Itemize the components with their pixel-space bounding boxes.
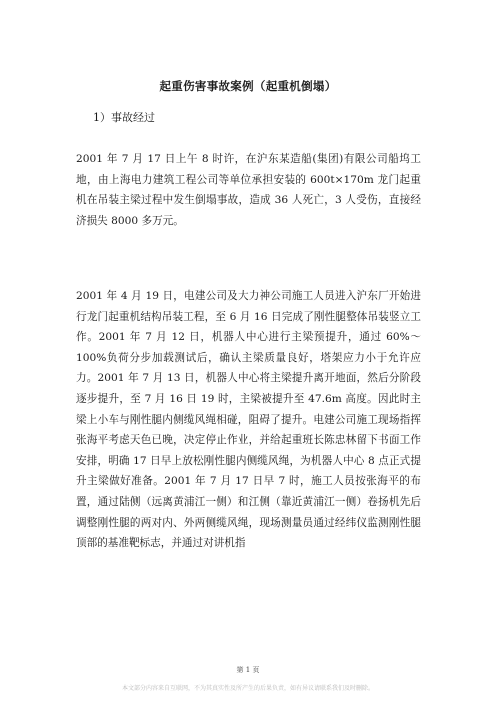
paragraph-accident-process: 2001 年 4 月 19 日，电建公司及大力神公司施工人员进入沪东厂开始进行龙门起重机结构吊装工程，至 6 月 16 日完成了刚性腿整体吊装竖立工作。2001 年 7 月 12 日，机器人中心进行主梁预提升，通过 60%～100%负荷分步加载测试后，确认主梁质量良好，塔架应力小于允许应力。2001 年 7 月 13 日，机器人中心将主梁提升离开地面，然后分阶段逐步提升，至 7 月 16 日 19 时，主梁被提升至 47.6m 高度。因此时主梁上小车与刚性腿内侧缆风绳相碰，阻碍了提升。电建公司施工现场指挥张海平考虑天色已晚，决定停止作业，并给起重班长陈忠林留下书面工作安排，明确 17 日早上放松刚性腿内侧缆风绳，为机器人中心 8 点正式提升主梁做好准备。2001 年 7 月 17 日早 7 时，施工人员按张海平的布置，通过陆侧（远离黄浦江一侧）和江侧（靠近黄浦江一侧）卷扬机先后调整刚性腿的两对内、外两侧缆风绳，现场测量员通过经纬仪监测刚性腿顶部的基准靶标志，并通过对讲机指: [76, 290, 421, 550]
document-title: 起重伤害事故案例（起重机倒塌）: [159, 79, 337, 93]
footer-disclaimer: 本文部分内容来自互联网，不为其真实性及所产生的后果负责，如有异议请联系我们及时删除。: [121, 685, 374, 692]
paragraph-accident-summary: 2001 年 7 月 17 日上午 8 时许，在沪东某造船(集团)有限公司船坞工地，由上海电力建筑工程公司等单位承担安装的 600t×170m 龙门起重机在吊装主梁过程中发生倒塌事故，造成 36 人死亡，3 人受伤，直接经济损失 8000 多万元。: [76, 153, 421, 227]
page-number: 第 1 页: [236, 666, 260, 674]
section-heading: 1）事故经过: [93, 111, 155, 124]
